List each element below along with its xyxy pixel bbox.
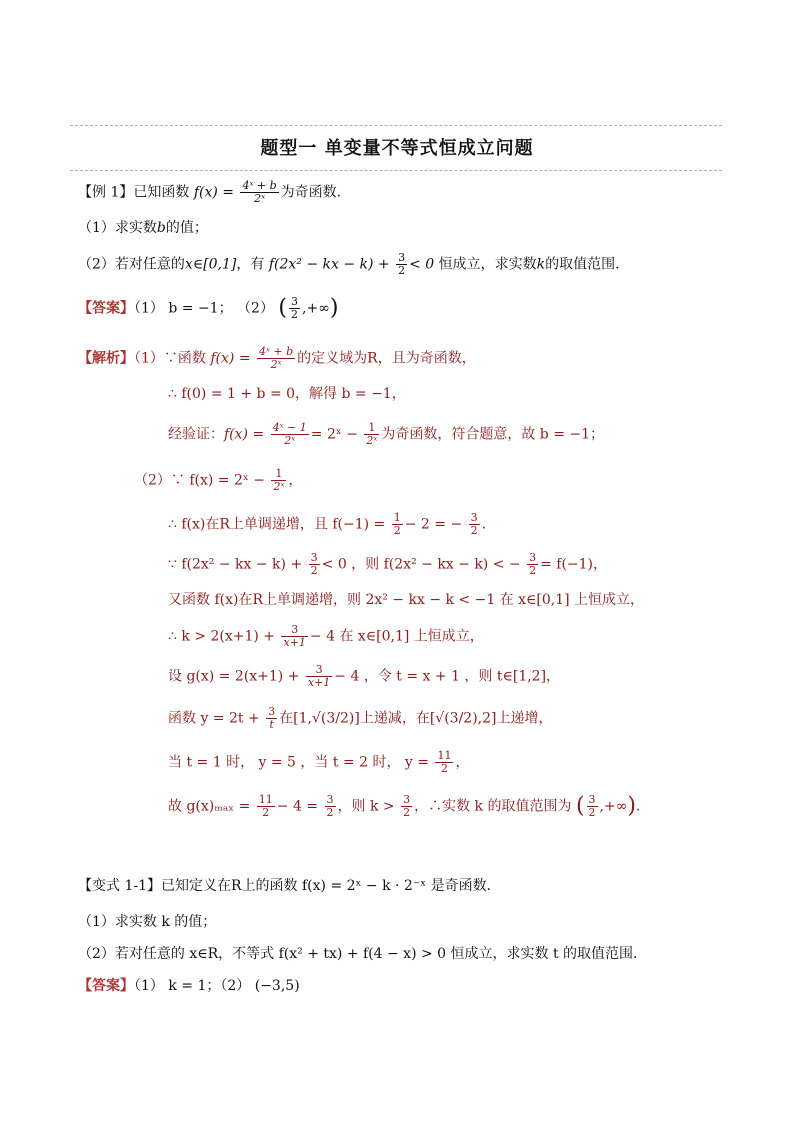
solution-line-10: 函数 y = 2t + $\frac{3}{t}$ 在[1,√(3/2)]上递减，在[√(3/2),2]上递增，: [168, 705, 553, 731]
solution-line-8: ∴ k > 2(x+1) + $\frac{3}{x+1}$ − 4 在 x∈[0,1] 上恒成立，: [168, 623, 484, 649]
answer-label: 【答案】: [78, 300, 134, 317]
question-2: （2）若对任意的x∈[0,1]，有 f(2x² − kx − k) + $\frac{3}{2}$ < 0 恒成立，求实数k的取值范围．: [78, 251, 630, 277]
solution-line-6: ∵ f(2x² − kx − k) + $\frac{3}{2}$ < 0 ，则 f(2x² − kx − k) < − $\frac{3}{2}$ = f(−1)，: [168, 551, 608, 577]
solution-line-7: 又函数 f(x)在R上单调递增，则 2x² − kx − k < −1 在 x∈[0,1] 上恒成立，: [168, 592, 645, 608]
variant-question-2: （2）若对任意的 x∈R，不等式 f(x² + tx) + f(4 − x) > 0 恒成立，求实数 t 的取值范围．: [78, 946, 648, 962]
variant-label: 【变式 1-1】: [78, 878, 161, 894]
variant-question-1: （1）求实数 k 的值；: [78, 914, 217, 930]
title-dashed-rule: [70, 170, 722, 171]
variant-answer-label: 【答案】: [78, 978, 134, 994]
solution-line-4: （2）∵ f(x) = 2ˣ − $\frac{1}{\text{2ˣ}}$ ，: [134, 467, 303, 493]
top-dashed-rule: [70, 125, 722, 126]
solution-label: 【解析】: [78, 350, 134, 367]
solution-line-11: 当 t = 1 时， y = 5 ，当 t = 2 时， y = $\frac{11}{2}$ ，: [168, 749, 470, 775]
example-label: 【例 1】: [78, 184, 134, 201]
solution-line-3: 经验证：f(x) = $\frac{\text{4ˣ − 1}}{\text{2ˣ}}$ = 2ˣ − $\frac{1}{\text{2ˣ}}$ 为奇函数，符合题意，故 b = −1；: [168, 421, 605, 447]
variant-answer: 【答案】（1） k = 1；（2） (−3,5): [78, 978, 300, 994]
solution-line-1: 【解析】（1）∵函数 f(x) = $\frac{\text{4ˣ + b}}{\text{2ˣ}}$ 的定义域为R，且为奇函数，: [78, 345, 476, 371]
solution-line-5: ∴ f(x)在R上单调递增，且 f(−1) = $\frac{1}{2}$ − 2 = − $\frac{3}{2}$ ．: [168, 511, 496, 537]
solution-line-12: 故 g(x)ₘₐₓ = $\frac{11}{2}$ − 4 = $\frac{3}{2}$ ，则 k > $\frac{3}{2}$ ，∴实数 k 的取值范围为 ( $\frac{3}{2}$ ,+∞)．: [168, 793, 650, 819]
fraction: $\frac{\text{4ˣ + b}}{\text{2ˣ}}$: [242, 179, 277, 205]
section-title: 题型一 单变量不等式恒成立问题: [260, 138, 534, 159]
variant-stem: 【变式 1-1】已知定义在R上的函数 f(x) = 2ˣ − k · 2⁻ˣ 是奇函数．: [78, 878, 501, 894]
solution-line-2: ∴ f(0) = 1 + b = 0，解得 b = −1，: [168, 386, 406, 402]
answer-line: 【答案】（1） b = −1； （2） ( $\frac{3}{2}$ ,+∞): [78, 295, 339, 321]
solution-line-9: 设 g(x) = 2(x+1) + $\frac{3}{x+1}$ − 4 ，令 t = x + 1 ，则 t∈[1,2]，: [168, 663, 561, 689]
example-stem: 【例 1】已知函数 f(x) = $\frac{\text{4ˣ + b}}{\text{2ˣ}}$ 为奇函数．: [78, 179, 351, 205]
question-1: （1）求实数b的值；: [78, 220, 208, 236]
